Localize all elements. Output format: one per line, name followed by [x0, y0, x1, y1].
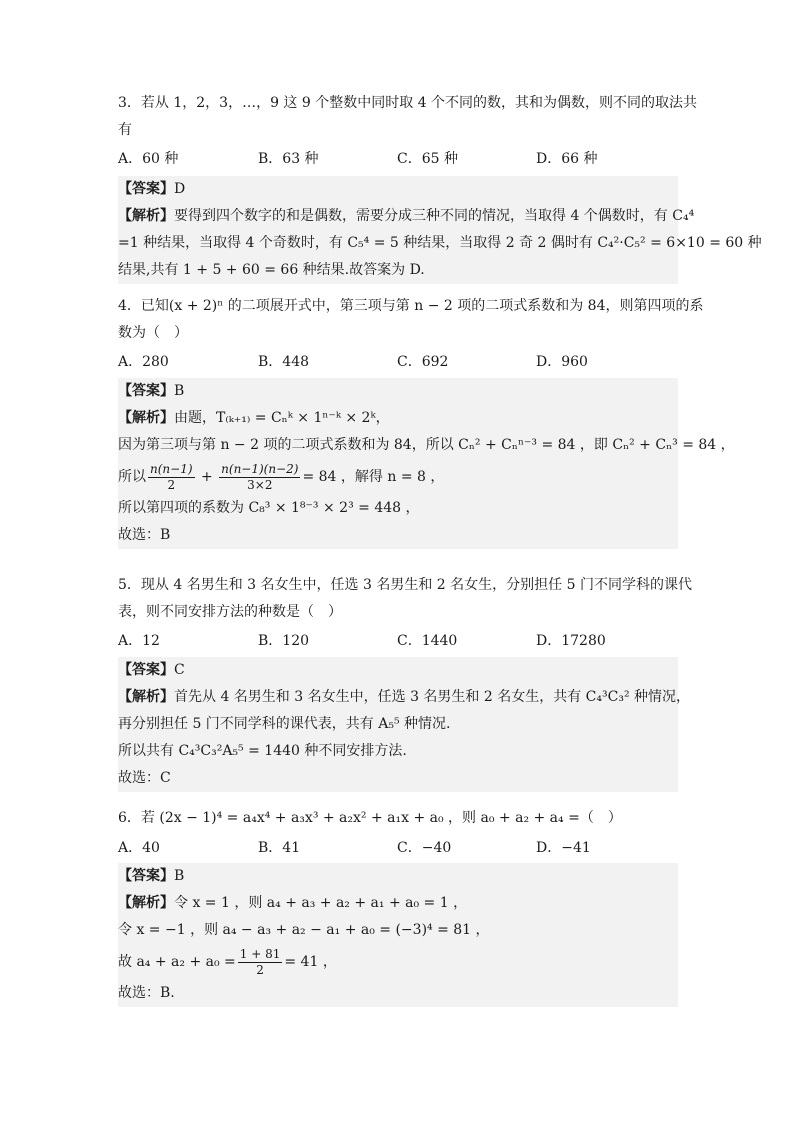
fraction-numerator: 1 + 81 — [239, 946, 281, 961]
option-c: C．692 — [397, 354, 449, 370]
option-b: B．63 种 — [258, 151, 319, 167]
analysis-text: =1 种结果，当取得 4 个奇数时，有 C₅⁴ = 5 种结果，当取得 2 奇 2 偶时有 C₄²·C₅² = 6×10 = 60 种 — [118, 235, 762, 251]
option-d: D．−41 — [536, 840, 591, 856]
analysis-text: = 84 ，解得 n = 8 ， — [302, 469, 445, 485]
question-3-line-2: 有 — [118, 122, 132, 138]
option-c: C．−40 — [397, 840, 452, 856]
question-3-line-1: 3．若从 1，2，3，…，9 这 9 个整数中同时取 4 个不同的数，其和为偶数，则不同的取法共 — [118, 95, 698, 111]
analysis-text: = 41 ， — [284, 954, 337, 970]
question-4-line-2: 数为（ ） — [118, 325, 188, 341]
answer-value: B — [174, 868, 185, 884]
option-d: D．17280 — [536, 633, 606, 649]
option-c: C．65 种 — [397, 151, 458, 167]
answer-label: 【答案】 — [118, 181, 174, 197]
analysis-label: 【解析】 — [118, 208, 174, 224]
analysis-text: 首先从 4 名男生和 3 名女生中，任选 3 名男生和 2 名女生，共有 C₄³C₃² 种情况， — [174, 689, 691, 705]
answer-label: 【答案】 — [118, 383, 174, 399]
question-5 — [118, 572, 692, 626]
analysis-text: 结果,共有 1 + 5 + 60 = 66 种结果.故答案为 D. — [118, 262, 425, 278]
option-d: D．66 种 — [536, 151, 598, 167]
conclusion: 故选：C — [118, 770, 171, 786]
fraction — [148, 462, 195, 493]
fraction — [219, 462, 300, 493]
option-a: A．12 — [118, 633, 160, 649]
analysis-label: 【解析】 — [118, 689, 174, 705]
option-b: B．448 — [258, 354, 310, 370]
question-3 — [118, 90, 698, 144]
question-4-answer-block: 【答案】B 【解析】由题，T₍ₖ₊₁₎ = Cₙᵏ × 1ⁿ⁻ᵏ × 2ᵏ， 因为第三项与第 n − 2 项的二项式系数和为 84，所以 Cₙ² + Cₙⁿ⁻³ = 84 ，即 Cₙ² + Cₙ³ = 84 ， 所以 $\frac{n(n-1)}{2}$ + $\frac{n(n-1)(n-2)}{3\times 2}$ = 84 ，解得 n = 8 ， 所以第四项的系数为 C₈³ × 1⁸⁻³ × 2³ = 448 ， 故选：B — [118, 378, 678, 549]
question-4-options — [118, 349, 678, 376]
analysis-label: 【解析】 — [118, 895, 174, 911]
option-b: B．120 — [258, 633, 310, 649]
analysis-text: 再分别担任 5 门不同学科的课代表，共有 A₅⁵ 种情况. — [118, 716, 451, 732]
option-a: A．60 种 — [118, 151, 179, 167]
analysis-text: 故 a₄ + a₂ + a₀ = — [118, 954, 236, 970]
conclusion: 故选：B — [118, 527, 171, 543]
question-5-answer-block — [118, 657, 691, 792]
fraction-denominator: 2 — [167, 477, 176, 492]
answer-value: D — [174, 181, 186, 197]
question-6-options — [118, 835, 678, 862]
option-c: C．1440 — [397, 633, 458, 649]
analysis-text: 要得到四个数字的和是偶数，需要分成三种不同的情况，当取得 4 个偶数时，有 C₄⁴ — [174, 208, 695, 224]
analysis-text: 由题，T₍ₖ₊₁₎ = Cₙᵏ × 1ⁿ⁻ᵏ × 2ᵏ， — [174, 410, 390, 426]
question-3-answer-block — [118, 176, 762, 284]
option-b: B．41 — [258, 840, 301, 856]
analysis-text: 因为第三项与第 n − 2 项的二项式系数和为 84，所以 Cₙ² + Cₙⁿ⁻³ = 84 ，即 Cₙ² + Cₙ³ = 84 ， — [118, 437, 735, 453]
analysis-text: 令 x = 1 ，则 a₄ + a₃ + a₂ + a₁ + a₀ = 1 ， — [174, 895, 468, 911]
question-3-options — [118, 146, 678, 173]
analysis-text: 所以共有 C₄³C₃²A₅⁵ = 1440 种不同安排方法. — [118, 743, 407, 759]
fraction-denominator: 2 — [256, 962, 264, 977]
answer-label: 【答案】 — [118, 662, 174, 678]
question-6-line-1: 6．若 (2x − 1)⁴ = a₄x⁴ + a₃x³ + a₂x² + a₁x + a₀ ，则 a₀ + a₂ + a₄ =（ ） — [118, 810, 622, 826]
question-6 — [118, 805, 678, 832]
fraction — [238, 947, 283, 978]
question-4 — [118, 293, 704, 347]
conclusion: 故选：B. — [118, 985, 175, 1001]
analysis-label: 【解析】 — [118, 410, 174, 426]
analysis-text: 所以第四项的系数为 C₈³ × 1⁸⁻³ × 2³ = 448 ， — [118, 500, 420, 516]
question-5-line-1: 5．现从 4 名男生和 3 名女生中，任选 3 名男生和 2 名女生，分别担任 5 门不同学科的课代 — [118, 577, 692, 593]
answer-value: B — [174, 383, 185, 399]
fraction-numerator: n(n−1)(n−2) — [221, 461, 299, 476]
question-4-line-1: 4．已知(x + 2)ⁿ 的二项展开式中，第三项与第 n − 2 项的二项式系数和为 84，则第四项的系 — [118, 298, 704, 314]
question-5-line-2: 表，则不同安排方法的种数是（ ） — [118, 604, 342, 620]
fraction-denominator: 3×2 — [247, 477, 273, 492]
option-d: D．960 — [536, 354, 588, 370]
question-6-answer-block — [118, 863, 678, 1007]
fraction-numerator: n(n−1) — [150, 461, 193, 476]
analysis-text: 所以 — [118, 469, 146, 485]
analysis-text: 令 x = −1 ，则 a₄ − a₃ + a₂ − a₁ + a₀ = (−3)⁴ = 81 ， — [118, 922, 490, 938]
option-a: A．40 — [118, 840, 160, 856]
question-5-options — [118, 628, 678, 655]
option-a: A．280 — [118, 354, 169, 370]
answer-label: 【答案】 — [118, 868, 174, 884]
answer-value: C — [174, 662, 185, 678]
